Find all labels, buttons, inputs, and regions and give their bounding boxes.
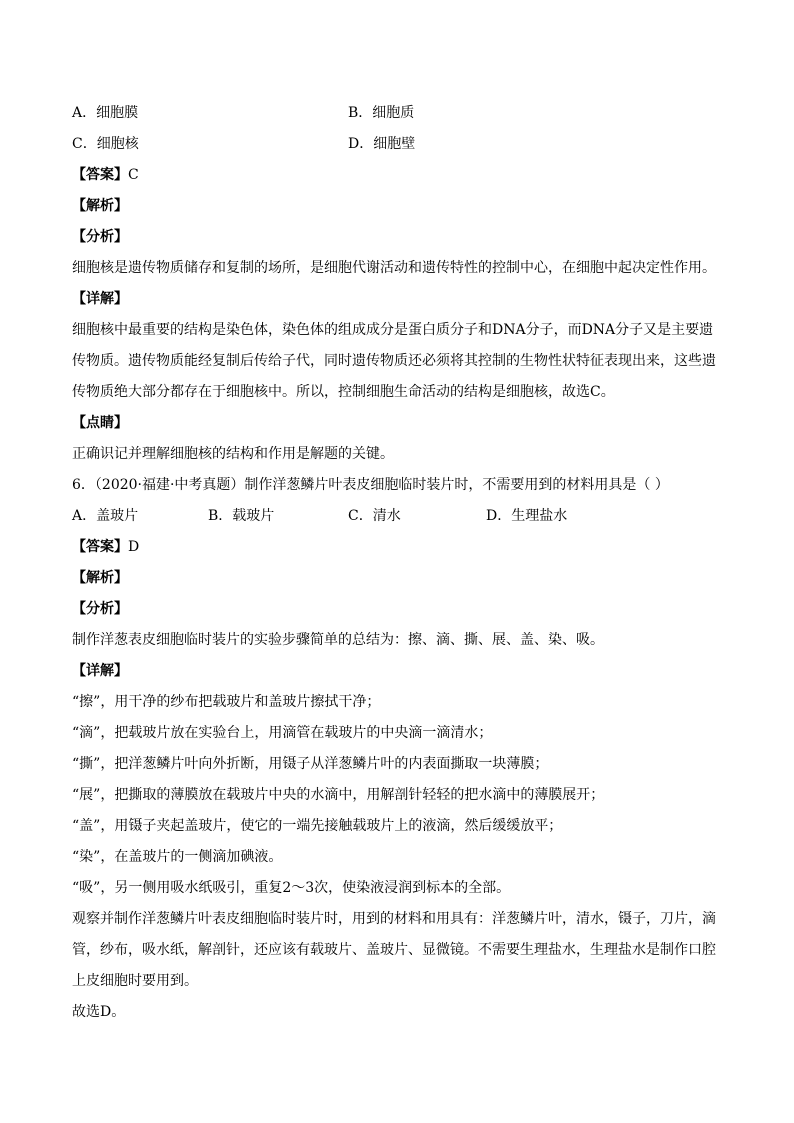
q6-summary-line-2: 管，纱布，吸水纸，解剖针，还应该有载玻片、盖玻片、显微镜。不需要生理盐水，生理盐水是制作口腔 [72, 942, 716, 958]
q5-dianjing-text: 正确识记并理解细胞核的结构和作用是解题的关键。 [72, 446, 394, 462]
q6-step-zhan: “展”，把撕取的薄膜放在载玻片中央的水滴中，用解剖针轻轻的把水滴中的薄膜展开； [72, 787, 605, 803]
q5-answer-tag: 【答案】 [72, 167, 128, 183]
q6-step-xi: “吸”，另一侧用吸水纸吸引，重复2～3次，使染液浸润到标本的全部。 [72, 880, 511, 896]
document-page [72, 98, 732, 1028]
q6-option-a: A．盖玻片 [72, 508, 139, 524]
q5-fenxi-text: 细胞核是遗传物质储存和复制的场所，是细胞代谢活动和遗传特性的控制中心，在细胞中起决定性作用。 [72, 260, 716, 276]
q6-step-ca: “擦”，用干净的纱布把载玻片和盖玻片擦拭干净； [72, 694, 381, 710]
q6-fenxi-text: 制作洋葱表皮细胞临时装片的实验步骤简单的总结为：擦、滴、撕、展、盖、染、吸。 [72, 632, 604, 648]
q5-xiangjie-line-1: 细胞核中最重要的结构是染色体，染色体的组成成分是蛋白质分子和DNA分子，而DNA分子又是主要遗 [72, 322, 714, 338]
q6-step-gai: “盖”，用镊子夹起盖玻片，使它的一端先接触载玻片上的液滴，然后缓缓放平； [72, 818, 563, 834]
q6-option-c: C．清水 [348, 508, 401, 524]
q6-jiexi-tag: 【解析】 [72, 570, 128, 586]
q6-option-d: D．生理盐水 [486, 508, 568, 524]
q6-answer-line [72, 532, 732, 563]
q5-xiangjie-tag: 【详解】 [72, 291, 128, 307]
q6-answer-value: D [128, 539, 140, 555]
q5-option-d: D．细胞壁 [348, 136, 416, 152]
q6-answer-tag: 【答案】 [72, 539, 128, 555]
q5-answer-value: C [128, 167, 139, 183]
q5-options-row-1 [72, 98, 732, 129]
q5-dianjing-tag: 【点睛】 [72, 415, 128, 431]
q6-xiangjie-tag: 【详解】 [72, 663, 128, 679]
q6-stem: 6．（2020·福建·中考真题）制作洋葱鳞片叶表皮细胞临时装片时，不需要用到的材料用具是（ ） [72, 477, 669, 493]
q6-summary-line-3: 上皮细胞时要用到。 [72, 973, 198, 989]
q6-step-ran: “染”，在盖玻片的一侧滴加碘液。 [72, 849, 283, 865]
q5-option-a: A．细胞膜 [72, 105, 139, 121]
q5-jiexi-tag: 【解析】 [72, 198, 128, 214]
q5-answer-line [72, 160, 732, 191]
q6-step-si: “撕”，把洋葱鳞片叶向外折断，用镊子从洋葱鳞片叶的内表面撕取一块薄膜； [72, 756, 549, 772]
q6-step-di: “滴”，把载玻片放在实验台上，用滴管在载玻片的中央滴一滴清水； [72, 725, 493, 741]
q6-fenxi-tag: 【分析】 [72, 601, 128, 617]
q6-option-b: B．载玻片 [208, 508, 275, 524]
q5-options-row-2 [72, 129, 732, 160]
q5-option-c: C．细胞核 [72, 136, 139, 152]
q6-options-row [72, 501, 732, 532]
q6-summary-line-1: 观察并制作洋葱鳞片叶表皮细胞临时装片时，用到的材料和用具有：洋葱鳞片叶，清水，镊子，刀片，滴 [72, 911, 716, 927]
q5-xiangjie-line-2: 传物质。遗传物质能经复制后传给子代，同时遗传物质还必须将其控制的生物性状特征表现出来，这些遗 [72, 353, 716, 369]
q5-option-b: B．细胞质 [348, 105, 415, 121]
q5-fenxi-tag: 【分析】 [72, 229, 128, 245]
q5-xiangjie-line-3: 传物质绝大部分都存在于细胞核中。所以，控制细胞生命活动的结构是细胞核，故选C。 [72, 384, 615, 400]
q6-conclusion: 故选D。 [72, 1004, 126, 1020]
